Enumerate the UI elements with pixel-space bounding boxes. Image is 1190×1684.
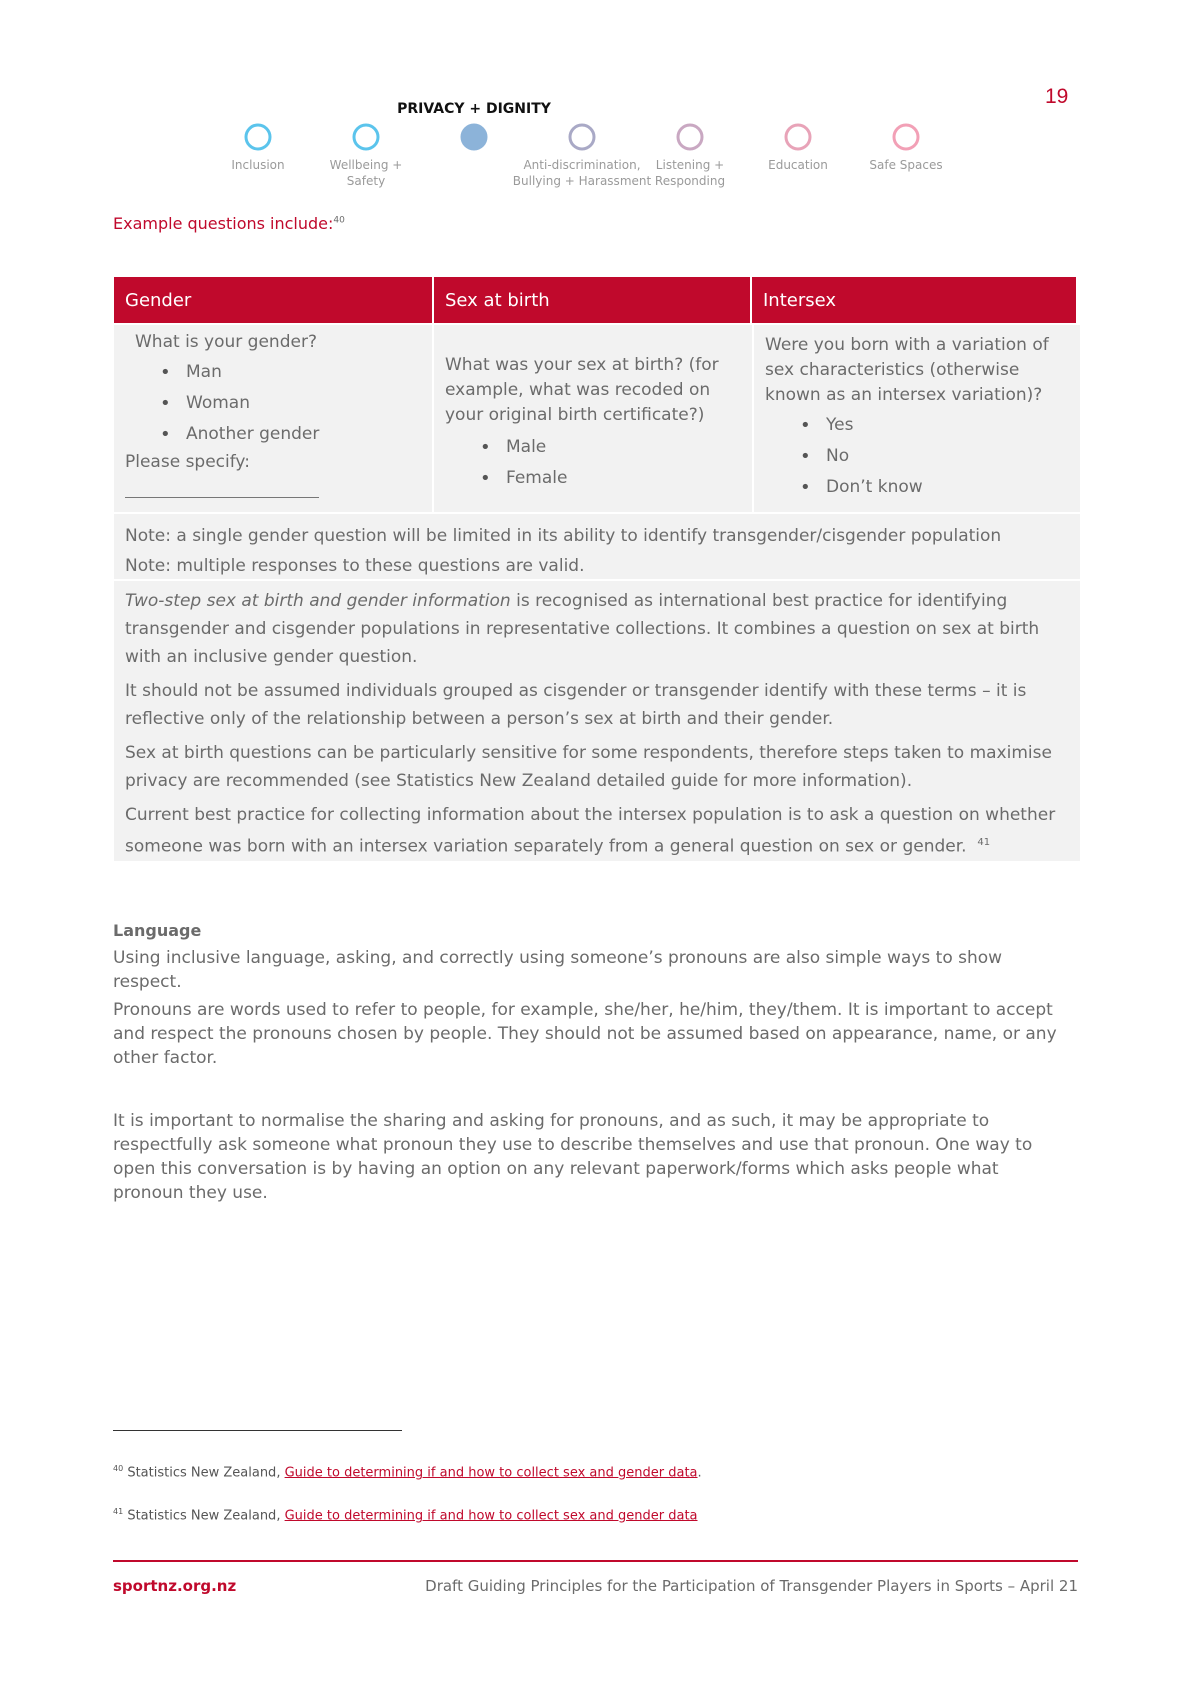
table-header-row [114, 277, 1080, 323]
footnote-41-link[interactable]: Guide to determining if and how to collect sex and gender data [284, 1508, 698, 1524]
stepper-current-title: PRIVACY + DIGNITY [397, 101, 551, 117]
page-number: 19 [1045, 85, 1069, 108]
language-heading: Language [113, 921, 202, 940]
stepper-node-1 [246, 125, 270, 149]
language-paragraph-2: Pronouns are words used to refer to people, for example, she/her, he/him, they/them. It is important to accept and respect the pronouns chosen by people. They should not be assumed based on appearance, name, or any other factor. [113, 1000, 1057, 1068]
language-paragraph-1: Using inclusive language, asking, and correctly using someone’s pronouns are also simple ways to show respect. [113, 948, 1003, 992]
footnote-40-link[interactable]: Guide to determining if and how to collect sex and gender data [284, 1465, 698, 1481]
intersex-options [754, 410, 1066, 503]
guidance-paragraph-2: It should not be assumed individuals grouped as cisgender or transgender identify with these terms – it is reflective only of the relationship between a person’s sex at birth and their gender. [125, 681, 1027, 729]
stepper-label-6: Education [768, 158, 828, 172]
note-multiple-responses: Note: multiple responses to these questions are valid. [125, 556, 585, 576]
progress-stepper [0, 0, 1190, 200]
guidance-paragraph-3: Sex at birth questions can be particularly sensitive for some respondents, therefore steps taken to maximise privacy are recommended (see Statistics New Zealand detailed guide for more information). [125, 743, 1052, 791]
footnote-40: $^{40}$ Statistics New Zealand, Guide to determining if and how to collect sex and gender data. [113, 1464, 702, 1481]
gender-options [114, 357, 432, 450]
intersex-question: Were you born with a variation of sex characteristics (otherwise known as an intersex variation)? [765, 335, 1049, 405]
language-paragraph-3: It is important to normalise the sharing and asking for pronouns, and as such, it may be appropriate to respectfully ask someone what pronoun they use to describe themselves and use that pronoun. One way to open this conversation is by having an option on any relevant paperwork/forms which asks people what pronoun they use. [113, 1111, 1033, 1203]
footnote-ref-40[interactable]: 40 [333, 215, 345, 226]
footnote-separator [113, 1430, 402, 1431]
sex-at-birth-options [434, 432, 738, 494]
footer-site-link[interactable]: sportnz.org.nz [113, 1577, 237, 1595]
note-single-question: Note: a single gender question will be limited in its ability to identify transgender/cisgender population [125, 526, 1002, 546]
cell-sex-at-birth [434, 325, 752, 512]
gender-option-another: • Another gender [114, 419, 432, 450]
gender-option-man: • Man [114, 357, 432, 388]
stepper-label-7: Safe Spaces [869, 158, 943, 172]
stepper-label-1: Inclusion [231, 158, 285, 172]
stepper-node-4 [570, 125, 594, 149]
stepper-node-6 [786, 125, 810, 149]
footer-document-title: Draft Guiding Principles for the Participation of Transgender Players in Sports – April 21 [425, 1577, 1078, 1595]
sex-option-female: • Female [434, 463, 738, 494]
stepper-node-2 [354, 125, 378, 149]
stepper-node-5 [678, 125, 702, 149]
stepper-label-5: Listening + Responding [654, 158, 726, 188]
intro-text: Example questions include:$^{40}$ [113, 214, 345, 233]
gender-option-woman: • Woman [114, 388, 432, 419]
guidance-paragraph-4: Current best practice for collecting information about the intersex population is to ask a question on whether someone was born with an intersex variation separately from a general question on sex or gender. $^{41}$ [125, 805, 1056, 857]
intersex-option-no: • No [754, 441, 1066, 472]
stepper-node-7 [894, 125, 918, 149]
table-notes-row [114, 514, 1080, 579]
sex-at-birth-question: What was your sex at birth? (for example, what was recoded on your original birth certificate?) [445, 355, 719, 425]
header-intersex: Intersex [750, 277, 1076, 323]
header-gender: Gender [114, 277, 432, 323]
footnote-ref-41[interactable]: 41 [977, 837, 991, 848]
guidance-paragraph-1: Two-step sex at birth and gender information is recognised as international best practice for identifying transgender and cisgender populations in representative collections. It combines a question on sex at birth with an inclusive gender question. [125, 591, 1040, 667]
intersex-option-yes: • Yes [754, 410, 1066, 441]
gender-specify-label: Please specify: [125, 452, 250, 472]
gender-question: What is your gender? [135, 332, 317, 352]
stepper-node-3 [462, 125, 486, 149]
gender-specify-line [125, 497, 319, 498]
stepper-label-4: Anti-discrimination, Bullying + Harassment [512, 158, 652, 188]
footnote-41: $^{41}$ Statistics New Zealand, Guide to determining if and how to collect sex and gender data [113, 1507, 698, 1524]
cell-gender [114, 325, 432, 512]
intersex-option-dont-know: • Don’t know [754, 472, 1066, 503]
cell-intersex [754, 325, 1080, 512]
table-guidance-row [114, 581, 1080, 861]
header-sex-at-birth: Sex at birth [432, 277, 750, 323]
stepper-label-2: Wellbeing + Safety [329, 158, 403, 188]
sex-option-male: • Male [434, 432, 738, 463]
questions-table [114, 277, 1080, 861]
table-body-row [114, 325, 1080, 512]
footer-rule [113, 1560, 1078, 1562]
